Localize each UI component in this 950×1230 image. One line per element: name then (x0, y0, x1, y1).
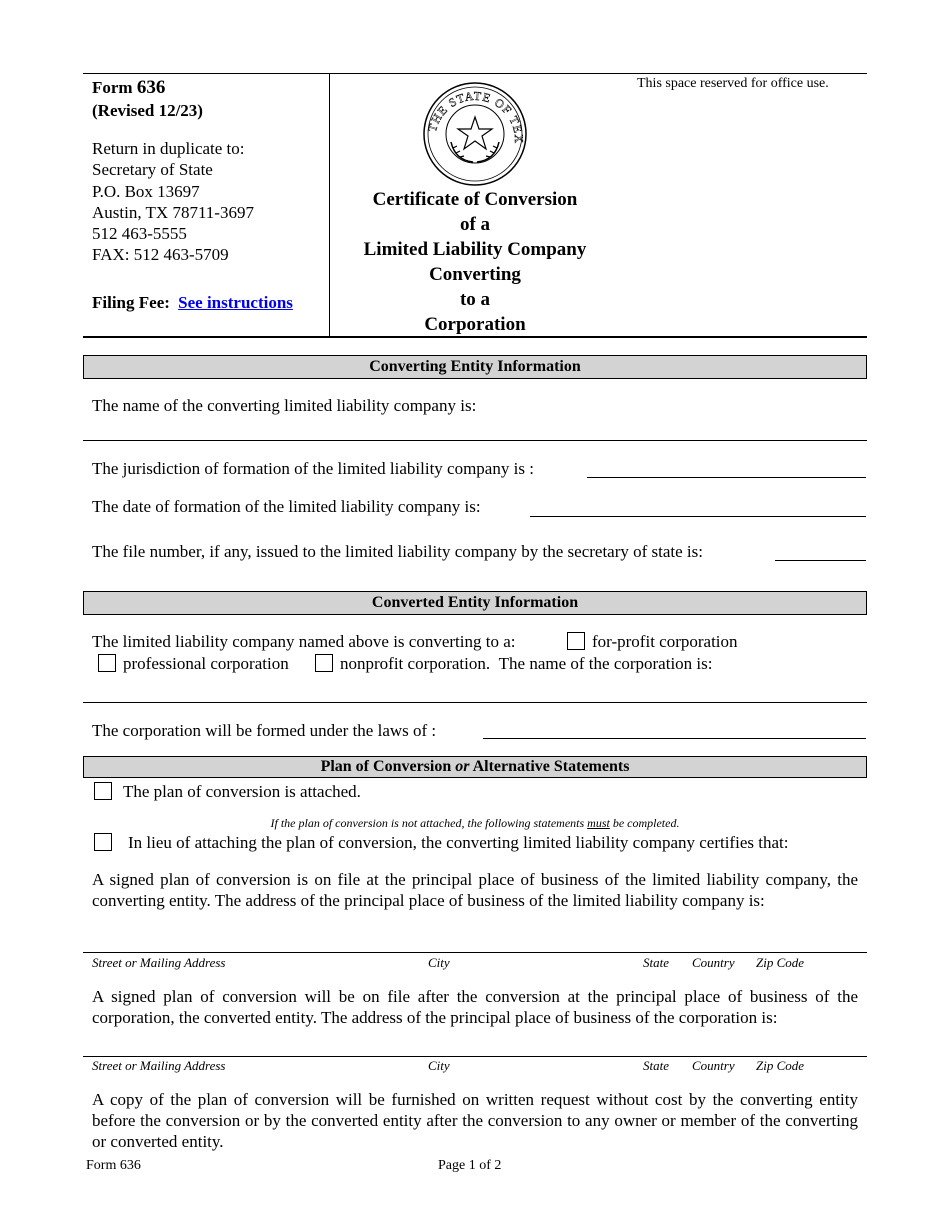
return-line: 512 463-5555 (92, 224, 187, 244)
address-state-label: State (643, 955, 669, 970)
address-line-1[interactable] (83, 952, 867, 953)
corporation-name-label: The name of the corporation is: (498, 654, 713, 673)
file-number-field[interactable] (775, 560, 866, 561)
title-line: Certificate of Conversion (372, 189, 578, 210)
plan-paragraph-3: A copy of the plan of conversion will be furnished on written request without cost by the converting entity before the conversion or by the converted entity after the conversion to any owner or member of the converting or converted entity. (92, 1090, 858, 1151)
filing-fee-label: Filing Fee: (92, 293, 170, 312)
title-line: of a (459, 214, 491, 235)
seal-text: THE STATE OF TEX (424, 88, 527, 145)
in-lieu-checkbox[interactable] (94, 833, 112, 851)
plan-attached-checkbox[interactable] (94, 782, 112, 800)
nonprofit-option: nonprofit corporation. (340, 654, 491, 673)
laws-label: The corporation will be formed under the laws of : (92, 721, 437, 740)
nonprofit-checkbox[interactable] (315, 654, 333, 672)
jurisdiction-field[interactable] (587, 477, 866, 478)
address-city-label: City (428, 955, 450, 970)
footer-form: Form 636 (86, 1158, 141, 1173)
address-state-label: State (643, 1058, 669, 1073)
file-number-label: The file number, if any, issued to the limited liability company by the secretary of state is: (92, 542, 703, 561)
address-street-label: Street or Mailing Address (92, 1058, 226, 1073)
jurisdiction-label: The jurisdiction of formation of the limited liability company is : (92, 459, 534, 478)
address-country-label: Country (692, 955, 735, 970)
professional-label: professional corporation (123, 654, 289, 673)
plan-note: If the plan of conversion is not attached, the following statements must be completed. (270, 816, 680, 830)
return-line: FAX: 512 463-5709 (92, 245, 229, 265)
address-city-label: City (428, 1058, 450, 1073)
address-street-label: Street or Mailing Address (92, 955, 226, 970)
converting-name-label: The name of the converting limited liability company is: (92, 396, 477, 415)
footer-page: Page 1 of 2 (438, 1158, 502, 1173)
address-zip-label: Zip Code (756, 1058, 805, 1073)
section-plan: Plan of Conversion or Alternative Statements (83, 756, 867, 778)
return-line: P.O. Box 13697 (92, 181, 200, 201)
title-line: to a (459, 289, 491, 310)
form-number: Form 636 (92, 77, 166, 98)
title-line: Corporation (424, 314, 526, 335)
title-line: Converting (429, 264, 521, 285)
see-instructions-link[interactable]: See instructions (178, 293, 293, 312)
converted-intro: The limited liability company named above is converting to a: (92, 632, 516, 651)
section-converting: Converting Entity Information (83, 355, 867, 379)
return-line: Secretary of State (92, 160, 213, 180)
forprofit-label: for-profit corporation (592, 632, 738, 651)
laws-field[interactable] (483, 738, 866, 739)
address-line-2[interactable] (83, 1056, 867, 1057)
forprofit-checkbox[interactable] (567, 632, 585, 650)
return-line: Return in duplicate to: (92, 139, 245, 158)
formation-date-label: The date of formation of the limited liability company is: (92, 497, 481, 516)
header-top-rule (83, 73, 867, 74)
corporation-name-field[interactable] (83, 702, 867, 703)
seal-icon (421, 80, 529, 188)
plan-attached-label: The plan of conversion is attached. (123, 782, 361, 801)
address-zip-label: Zip Code (756, 955, 805, 970)
professional-checkbox[interactable] (98, 654, 116, 672)
form-title (330, 187, 620, 337)
form-revised: (Revised 12/23) (92, 101, 203, 120)
filing-fee (92, 292, 293, 313)
nonprofit-label (340, 653, 713, 674)
title-line: Limited Liability Company (363, 239, 587, 260)
return-address (92, 138, 254, 266)
in-lieu-label: In lieu of attaching the plan of conversion, the converting limited liability company certifies that: (128, 833, 789, 852)
office-use-note: This space reserved for office use. (637, 76, 829, 91)
texas-seal (421, 80, 529, 188)
plan-paragraph-1: A signed plan of conversion is on file at the principal place of business of the limited liability company, the converting entity. The address of the principal place of business of the limited liability company is: (92, 870, 858, 910)
formation-date-field[interactable] (530, 516, 866, 517)
section-converted: Converted Entity Information (83, 591, 867, 615)
address-country-label: Country (692, 1058, 735, 1073)
plan-paragraph-2: A signed plan of conversion will be on file after the conversion at the principal place of business of the corporation, the converted entity. The address of the principal place of business of the corporation is: (92, 987, 858, 1027)
converting-name-field[interactable] (83, 440, 867, 441)
return-line: Austin, TX 78711-3697 (92, 202, 254, 222)
